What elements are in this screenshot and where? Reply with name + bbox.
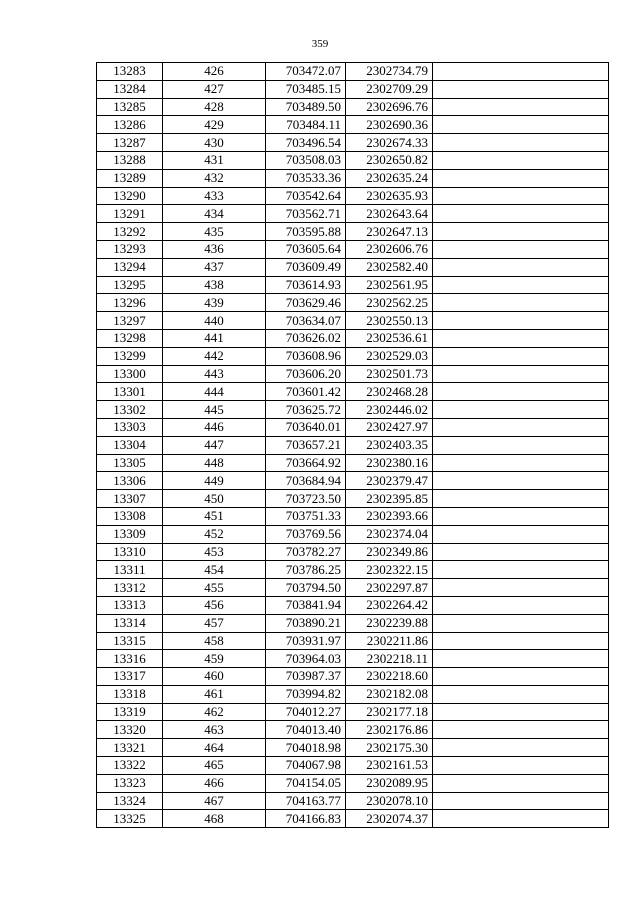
table-cell-point: 432	[163, 169, 266, 187]
table-row	[97, 596, 609, 614]
table-cell-point: 442	[163, 347, 266, 365]
table-cell-id: 13313	[97, 596, 163, 614]
table-cell-x: 703484.11	[266, 116, 346, 134]
table-cell-x: 703786.25	[266, 561, 346, 579]
table-row	[97, 490, 609, 508]
table-cell-point: 456	[163, 596, 266, 614]
table-cell-y: 2302536.61	[346, 329, 433, 347]
table-cell-id: 13293	[97, 240, 163, 258]
table-row	[97, 134, 609, 152]
table-cell-y: 2302529.03	[346, 347, 433, 365]
table-cell-x: 703664.92	[266, 454, 346, 472]
table-cell-y: 2302690.36	[346, 116, 433, 134]
table-cell-id: 13289	[97, 169, 163, 187]
table-cell-point: 446	[163, 418, 266, 436]
table-cell-y: 2302395.85	[346, 490, 433, 508]
table-cell-y: 2302349.86	[346, 543, 433, 561]
table-cell-note	[433, 240, 609, 258]
table-cell-id: 13301	[97, 383, 163, 401]
table-cell-id: 13323	[97, 774, 163, 792]
table-cell-id: 13319	[97, 703, 163, 721]
table-cell-note	[433, 294, 609, 312]
table-cell-y: 2302561.95	[346, 276, 433, 294]
table-cell-point: 459	[163, 650, 266, 668]
table-cell-id: 13292	[97, 223, 163, 241]
table-cell-id: 13287	[97, 134, 163, 152]
table-row	[97, 721, 609, 739]
table-cell-note	[433, 116, 609, 134]
table-cell-point: 430	[163, 134, 266, 152]
table-cell-note	[433, 329, 609, 347]
table-cell-note	[433, 63, 609, 81]
table-cell-id: 13288	[97, 151, 163, 169]
table-cell-x: 703472.07	[266, 63, 346, 81]
table-cell-note	[433, 774, 609, 792]
table-cell-y: 2302218.60	[346, 668, 433, 686]
table-row	[97, 561, 609, 579]
table-cell-point: 436	[163, 240, 266, 258]
table-cell-point: 463	[163, 721, 266, 739]
table-cell-id: 13303	[97, 418, 163, 436]
table-cell-y: 2302468.28	[346, 383, 433, 401]
table-cell-id: 13310	[97, 543, 163, 561]
table-cell-x: 703595.88	[266, 223, 346, 241]
table-cell-note	[433, 383, 609, 401]
table-cell-point: 450	[163, 490, 266, 508]
table-row	[97, 383, 609, 401]
table-cell-id: 13314	[97, 614, 163, 632]
table-row	[97, 347, 609, 365]
table-cell-note	[433, 650, 609, 668]
table-cell-x: 703608.96	[266, 347, 346, 365]
table-cell-note	[433, 258, 609, 276]
table-cell-x: 703684.94	[266, 472, 346, 490]
table-row	[97, 401, 609, 419]
table-row	[97, 187, 609, 205]
table-row	[97, 507, 609, 525]
table-cell-id: 13299	[97, 347, 163, 365]
table-cell-y: 2302501.73	[346, 365, 433, 383]
table-cell-id: 13295	[97, 276, 163, 294]
table-cell-note	[433, 436, 609, 454]
table-cell-y: 2302427.97	[346, 418, 433, 436]
table-cell-note	[433, 151, 609, 169]
table-cell-point: 428	[163, 98, 266, 116]
table-row	[97, 63, 609, 81]
table-cell-x: 703508.03	[266, 151, 346, 169]
table-row	[97, 169, 609, 187]
table-cell-point: 426	[163, 63, 266, 81]
table-cell-id: 13320	[97, 721, 163, 739]
table-cell-id: 13318	[97, 685, 163, 703]
table-cell-y: 2302089.95	[346, 774, 433, 792]
table-row	[97, 223, 609, 241]
table-cell-x: 704013.40	[266, 721, 346, 739]
table-row	[97, 205, 609, 223]
table-cell-y: 2302297.87	[346, 579, 433, 597]
table-cell-point: 464	[163, 739, 266, 757]
table-row	[97, 258, 609, 276]
table-row	[97, 472, 609, 490]
table-cell-note	[433, 792, 609, 810]
table-cell-note	[433, 276, 609, 294]
table-cell-point: 451	[163, 507, 266, 525]
table-cell-point: 465	[163, 757, 266, 775]
table-cell-x: 703562.71	[266, 205, 346, 223]
table-cell-x: 703614.93	[266, 276, 346, 294]
table-row	[97, 668, 609, 686]
table-row	[97, 240, 609, 258]
table-cell-note	[433, 757, 609, 775]
table-cell-id: 13298	[97, 329, 163, 347]
table-cell-id: 13321	[97, 739, 163, 757]
table-row	[97, 757, 609, 775]
table-row	[97, 276, 609, 294]
table-cell-id: 13316	[97, 650, 163, 668]
table-cell-x: 704166.83	[266, 810, 346, 828]
table-cell-note	[433, 614, 609, 632]
table-cell-y: 2302647.13	[346, 223, 433, 241]
table-cell-x: 703609.49	[266, 258, 346, 276]
table-cell-y: 2302643.64	[346, 205, 433, 223]
table-cell-point: 460	[163, 668, 266, 686]
table-cell-id: 13317	[97, 668, 163, 686]
table-cell-note	[433, 169, 609, 187]
table-row	[97, 329, 609, 347]
table-cell-x: 703987.37	[266, 668, 346, 686]
table-cell-point: 438	[163, 276, 266, 294]
table-cell-x: 703634.07	[266, 312, 346, 330]
table-row	[97, 774, 609, 792]
table-cell-point: 447	[163, 436, 266, 454]
table-cell-point: 461	[163, 685, 266, 703]
table-row	[97, 579, 609, 597]
table-cell-point: 453	[163, 543, 266, 561]
table-cell-y: 2302709.29	[346, 80, 433, 98]
table-cell-note	[433, 80, 609, 98]
table-cell-note	[433, 205, 609, 223]
table-row	[97, 792, 609, 810]
table-cell-x: 703601.42	[266, 383, 346, 401]
table-cell-x: 703485.15	[266, 80, 346, 98]
table-row	[97, 436, 609, 454]
table-cell-point: 467	[163, 792, 266, 810]
table-row	[97, 739, 609, 757]
table-cell-point: 468	[163, 810, 266, 828]
table-row	[97, 312, 609, 330]
table-cell-y: 2302635.93	[346, 187, 433, 205]
table-cell-y: 2302264.42	[346, 596, 433, 614]
table-cell-point: 437	[163, 258, 266, 276]
table-row	[97, 98, 609, 116]
table-cell-point: 454	[163, 561, 266, 579]
table-cell-id: 13304	[97, 436, 163, 454]
table-cell-point: 457	[163, 614, 266, 632]
table-row	[97, 810, 609, 828]
table-cell-x: 703794.50	[266, 579, 346, 597]
table-cell-note	[433, 365, 609, 383]
table-cell-x: 703626.02	[266, 329, 346, 347]
table-cell-id: 13309	[97, 525, 163, 543]
table-cell-note	[433, 685, 609, 703]
table-cell-note	[433, 579, 609, 597]
table-cell-x: 704163.77	[266, 792, 346, 810]
table-cell-x: 703496.54	[266, 134, 346, 152]
table-cell-y: 2302322.15	[346, 561, 433, 579]
table-cell-point: 462	[163, 703, 266, 721]
table-cell-x: 703782.27	[266, 543, 346, 561]
table-cell-note	[433, 134, 609, 152]
table-cell-note	[433, 561, 609, 579]
table-cell-x: 703994.82	[266, 685, 346, 703]
table-row	[97, 543, 609, 561]
table-cell-point: 441	[163, 329, 266, 347]
table-cell-id: 13297	[97, 312, 163, 330]
table-cell-y: 2302218.11	[346, 650, 433, 668]
table-cell-id: 13311	[97, 561, 163, 579]
table-cell-id: 13286	[97, 116, 163, 134]
table-cell-y: 2302074.37	[346, 810, 433, 828]
table-cell-note	[433, 223, 609, 241]
table-cell-id: 13307	[97, 490, 163, 508]
table-cell-point: 443	[163, 365, 266, 383]
table-cell-note	[433, 454, 609, 472]
table-cell-id: 13300	[97, 365, 163, 383]
table-cell-point: 449	[163, 472, 266, 490]
table-cell-x: 703657.21	[266, 436, 346, 454]
table-cell-y: 2302078.10	[346, 792, 433, 810]
table-cell-id: 13296	[97, 294, 163, 312]
table-row	[97, 525, 609, 543]
table-row	[97, 685, 609, 703]
table-row	[97, 454, 609, 472]
table-cell-y: 2302211.86	[346, 632, 433, 650]
table-row	[97, 418, 609, 436]
table-cell-note	[433, 187, 609, 205]
table-cell-note	[433, 632, 609, 650]
table-cell-x: 703964.03	[266, 650, 346, 668]
table-cell-x: 703533.36	[266, 169, 346, 187]
table-cell-y: 2302650.82	[346, 151, 433, 169]
table-cell-note	[433, 668, 609, 686]
table-cell-note	[433, 507, 609, 525]
table-cell-note	[433, 98, 609, 116]
table-row	[97, 151, 609, 169]
table-cell-note	[433, 490, 609, 508]
table-cell-point: 440	[163, 312, 266, 330]
table-cell-note	[433, 596, 609, 614]
table-cell-y: 2302550.13	[346, 312, 433, 330]
page-number: 359	[311, 38, 329, 50]
table-cell-x: 703723.50	[266, 490, 346, 508]
table-cell-note	[433, 525, 609, 543]
table-cell-point: 466	[163, 774, 266, 792]
table-cell-point: 434	[163, 205, 266, 223]
table-cell-y: 2302161.53	[346, 757, 433, 775]
table-cell-x: 703629.46	[266, 294, 346, 312]
table-cell-x: 704154.05	[266, 774, 346, 792]
table-cell-point: 455	[163, 579, 266, 597]
table-cell-y: 2302379.47	[346, 472, 433, 490]
table-cell-note	[433, 543, 609, 561]
table-cell-y: 2302696.76	[346, 98, 433, 116]
table-cell-y: 2302182.08	[346, 685, 433, 703]
table-cell-y: 2302674.33	[346, 134, 433, 152]
table-cell-id: 13325	[97, 810, 163, 828]
table-row	[97, 365, 609, 383]
table-cell-id: 13302	[97, 401, 163, 419]
table-cell-id: 13315	[97, 632, 163, 650]
table-cell-x: 704018.98	[266, 739, 346, 757]
table-row	[97, 116, 609, 134]
table-row	[97, 703, 609, 721]
table-row	[97, 614, 609, 632]
table-cell-y: 2302175.30	[346, 739, 433, 757]
table-cell-id: 13294	[97, 258, 163, 276]
table-cell-id: 13285	[97, 98, 163, 116]
table-cell-y: 2302734.79	[346, 63, 433, 81]
table-cell-point: 439	[163, 294, 266, 312]
table-cell-note	[433, 739, 609, 757]
table-cell-y: 2302403.35	[346, 436, 433, 454]
table-cell-id: 13312	[97, 579, 163, 597]
coordinates-table-body	[97, 63, 609, 828]
table-cell-x: 703841.94	[266, 596, 346, 614]
table-cell-y: 2302380.16	[346, 454, 433, 472]
table-cell-y: 2302393.66	[346, 507, 433, 525]
table-row	[97, 650, 609, 668]
table-cell-point: 444	[163, 383, 266, 401]
table-cell-y: 2302177.18	[346, 703, 433, 721]
table-cell-id: 13306	[97, 472, 163, 490]
table-cell-x: 703769.56	[266, 525, 346, 543]
table-cell-id: 13291	[97, 205, 163, 223]
table-cell-note	[433, 418, 609, 436]
table-cell-x: 703489.50	[266, 98, 346, 116]
table-cell-y: 2302582.40	[346, 258, 433, 276]
coordinates-table	[96, 62, 609, 828]
table-cell-id: 13284	[97, 80, 163, 98]
table-cell-y: 2302562.25	[346, 294, 433, 312]
table-cell-y: 2302374.04	[346, 525, 433, 543]
table-cell-id: 13283	[97, 63, 163, 81]
table-cell-id: 13324	[97, 792, 163, 810]
table-cell-note	[433, 810, 609, 828]
table-cell-point: 431	[163, 151, 266, 169]
table-cell-point: 458	[163, 632, 266, 650]
table-cell-point: 429	[163, 116, 266, 134]
table-cell-point: 445	[163, 401, 266, 419]
table-cell-note	[433, 347, 609, 365]
table-row	[97, 294, 609, 312]
table-cell-y: 2302446.02	[346, 401, 433, 419]
table-cell-id: 13308	[97, 507, 163, 525]
table-cell-x: 704012.27	[266, 703, 346, 721]
table-row	[97, 632, 609, 650]
table-cell-point: 427	[163, 80, 266, 98]
table-cell-y: 2302606.76	[346, 240, 433, 258]
table-cell-x: 703640.01	[266, 418, 346, 436]
table-cell-note	[433, 401, 609, 419]
table-cell-x: 703605.64	[266, 240, 346, 258]
table-cell-note	[433, 312, 609, 330]
table-cell-x: 703890.21	[266, 614, 346, 632]
table-cell-y: 2302239.88	[346, 614, 433, 632]
table-cell-note	[433, 472, 609, 490]
table-cell-y: 2302635.24	[346, 169, 433, 187]
table-cell-y: 2302176.86	[346, 721, 433, 739]
table-cell-x: 703542.64	[266, 187, 346, 205]
table-cell-point: 433	[163, 187, 266, 205]
table-cell-x: 704067.98	[266, 757, 346, 775]
table-cell-x: 703751.33	[266, 507, 346, 525]
table-cell-x: 703931.97	[266, 632, 346, 650]
table-cell-note	[433, 703, 609, 721]
table-cell-note	[433, 721, 609, 739]
table-cell-id: 13322	[97, 757, 163, 775]
table-cell-id: 13305	[97, 454, 163, 472]
table-cell-x: 703606.20	[266, 365, 346, 383]
table-cell-x: 703625.72	[266, 401, 346, 419]
table-cell-point: 435	[163, 223, 266, 241]
table-cell-id: 13290	[97, 187, 163, 205]
table-row	[97, 80, 609, 98]
table-cell-point: 452	[163, 525, 266, 543]
table-cell-point: 448	[163, 454, 266, 472]
